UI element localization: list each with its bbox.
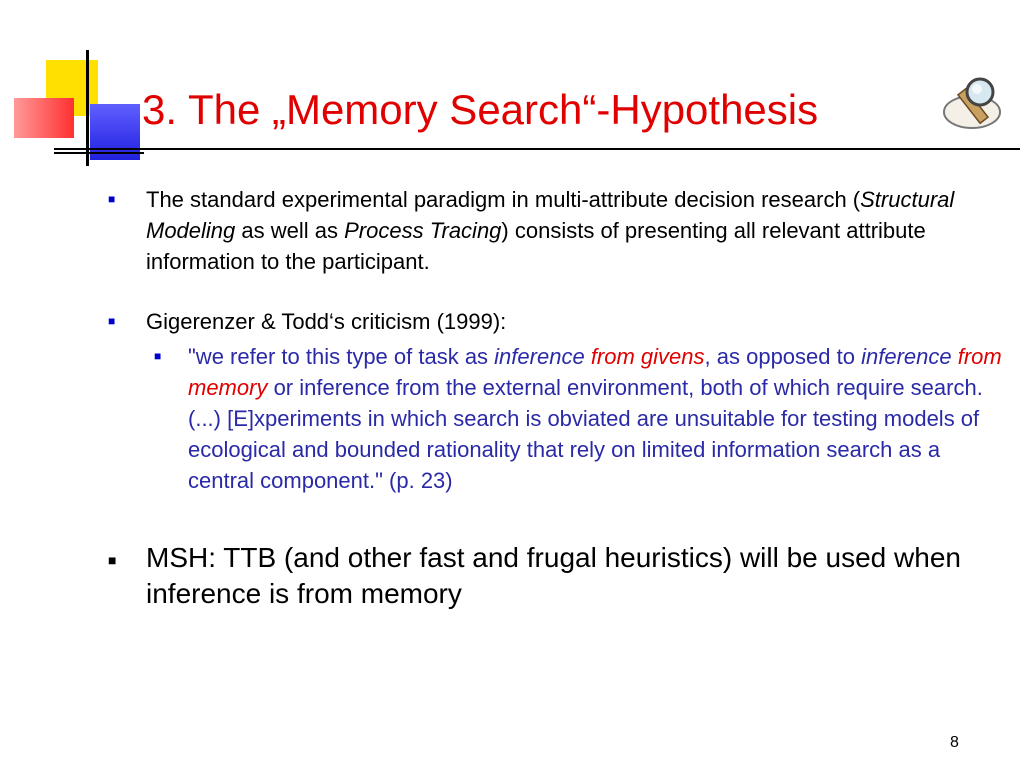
title-underline-accent bbox=[54, 152, 144, 154]
bullet-icon: ■ bbox=[108, 314, 116, 328]
bullet-item-msh bbox=[104, 540, 1004, 612]
slide-content bbox=[104, 184, 1004, 612]
bullet-text: MSH: TTB (and other fast and frugal heuristics) will be used when inference is from memory bbox=[146, 542, 961, 609]
title-underline bbox=[54, 148, 1020, 150]
sub-bullet-quote bbox=[104, 341, 1004, 496]
bullet-icon: ■ bbox=[154, 349, 162, 363]
bullet-icon: ■ bbox=[108, 552, 117, 568]
bullet-text: Gigerenzer & Todd‘s criticism (1999): bbox=[146, 309, 507, 334]
page-number: 8 bbox=[950, 734, 959, 751]
bullet-icon: ■ bbox=[108, 192, 116, 206]
bullet-text: The standard experimental paradigm in multi-attribute decision research (Structural Modeling as well as Process Tracing) consists of presenting all relevant attribute information to the participant. bbox=[146, 187, 955, 274]
magnifier-icon bbox=[940, 74, 1006, 134]
page-title: 3. The „Memory Search“-Hypothesis bbox=[142, 86, 819, 133]
bullet-item-criticism bbox=[104, 306, 1004, 337]
bullet-item-paradigm bbox=[104, 184, 1004, 277]
decor-red-square bbox=[14, 98, 74, 138]
quote-text: "we refer to this type of task as inference from givens, as opposed to inference from memory or inference from the external environment, both of which require search. (...) [E]xperiments in which search is obviated are unsuitable for testing models of ecological and bounded rationality that rely on limited information search as a central component." (p. 23) bbox=[188, 344, 1002, 493]
